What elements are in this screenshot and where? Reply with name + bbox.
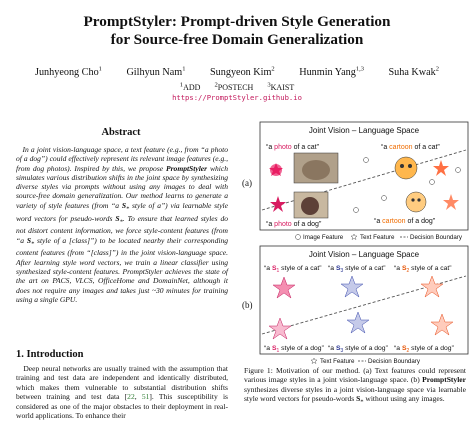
paper-title	[0, 13, 474, 49]
affiliations	[0, 81, 474, 92]
label-s1-dog: “a $S_1$ style of a dog”	[264, 345, 324, 354]
legend-text-feature: Text Feature	[320, 358, 355, 365]
abstract-heading: Abstract	[101, 127, 141, 138]
label-cartoon-dog: “a cartoon of a dog”	[374, 218, 436, 225]
abstract-body: In a joint vision-language space, a text feature (e.g., from “a photo of a dog”) could effectively represent its relevant image features (e.g., from dog photos). Inspired by this, we propose PromptStyler which simulates various distribution shifts in the joint space by synthesizing diverse styles via prompts without using any images to deal with source-free domain generalization. Our method learns to generate a variety of style features (from “a $S_*$ style of a”) via learnable style word vectors for pseudo-words $S_*$. To ensure that learned styles do not distort content information, we force style-content features (from “a $S_*$ style of a [class]”) to be located nearby their corresponding content features (from “[class]”) in the joint vision-language space. After learning style word vectors, we train a linear classifier using synthesized style-content features. PromptStyler achieves the state of the art on PACS, VLCS, OfficeHome and DomainNet, although it does not require any images and takes just ~30 minutes for training using a single GPU.	[16, 145, 229, 304]
label-s3-dog: “a $S_3$ style of a dog”	[328, 345, 388, 354]
cartoon-cat-image	[395, 157, 417, 179]
intro-body: Deep neural networks are usually trained with the assumption that training and test data are independent and identically distributed, which makes them vulnerable to substantial distribution shifts between training and test data [22, 51]. This susceptibility is considered as one of the major obstacles to their deployment in real-world applications. To enhance their	[16, 364, 228, 421]
panel-b-label: (b)	[242, 300, 253, 310]
panel-a-box	[260, 122, 468, 230]
title-line-2: for Source-free Domain Generalization	[110, 31, 364, 48]
legend-decision-boundary: Decision Boundary	[410, 234, 462, 241]
label-s2-cat: “a $S_2$ style of a cat”	[394, 265, 452, 274]
label-s1-cat: “a $S_1$ style of a cat”	[264, 265, 322, 274]
legend-a	[296, 234, 463, 241]
citation-link[interactable]: 22	[127, 392, 135, 402]
citation-link[interactable]: 51	[141, 392, 150, 402]
label-photo-cat: “a photo of a cat”	[266, 144, 319, 151]
panel-a-title: Joint Vision – Language Space	[308, 126, 420, 135]
label-s2-dog: “a $S_2$ style of a dog”	[394, 345, 454, 354]
legend-text-feature: Text Feature	[360, 234, 395, 241]
author: Sungyeon Kim$^2$	[210, 66, 275, 79]
affiliation: $^2$POSTECH	[214, 81, 254, 92]
legend-b	[311, 358, 421, 365]
affiliation: $^1$ADD	[179, 81, 201, 92]
label-s3-cat: “a $S_3$ style of a cat”	[328, 265, 386, 274]
panel-b-title: Joint Vision – Language Space	[308, 250, 420, 259]
label-photo-dog: “a photo of a dog”	[266, 221, 322, 228]
author: Suha Kwak$^2$	[388, 66, 440, 79]
figure-caption: Figure 1: Motivation of our method. (a) Text features could represent various image styles in a joint vision-language space. (b) PromptStyler synthesizes diverse styles in a joint vision-language space via learnable style word vectors for pseudo-words $S_*$ without using any images.	[244, 366, 466, 406]
author: Hunmin Yang$^{1,3}$	[299, 66, 364, 79]
author-list	[0, 66, 474, 78]
label-cartoon-cat: “a cartoon of a cat”	[381, 144, 440, 151]
panel-b-box	[260, 246, 468, 354]
intro-heading: 1. Introduction	[16, 349, 84, 360]
affiliation: $^3$KAIST	[267, 81, 295, 92]
author: Gilhyun Nam$^1$	[126, 66, 186, 79]
title-line-1: PromptStyler: Prompt-driven Style Generation	[83, 13, 391, 30]
panel-a-label: (a)	[242, 178, 252, 188]
figure-1	[236, 120, 472, 366]
legend-image-feature: Image Feature	[303, 234, 344, 241]
cartoon-dog-image	[406, 192, 426, 212]
project-url-link[interactable]: https://PromptStyler.github.io	[172, 93, 302, 102]
legend-decision-boundary: Decision Boundary	[368, 358, 420, 365]
author: Junhyeong Cho$^1$	[34, 66, 102, 79]
